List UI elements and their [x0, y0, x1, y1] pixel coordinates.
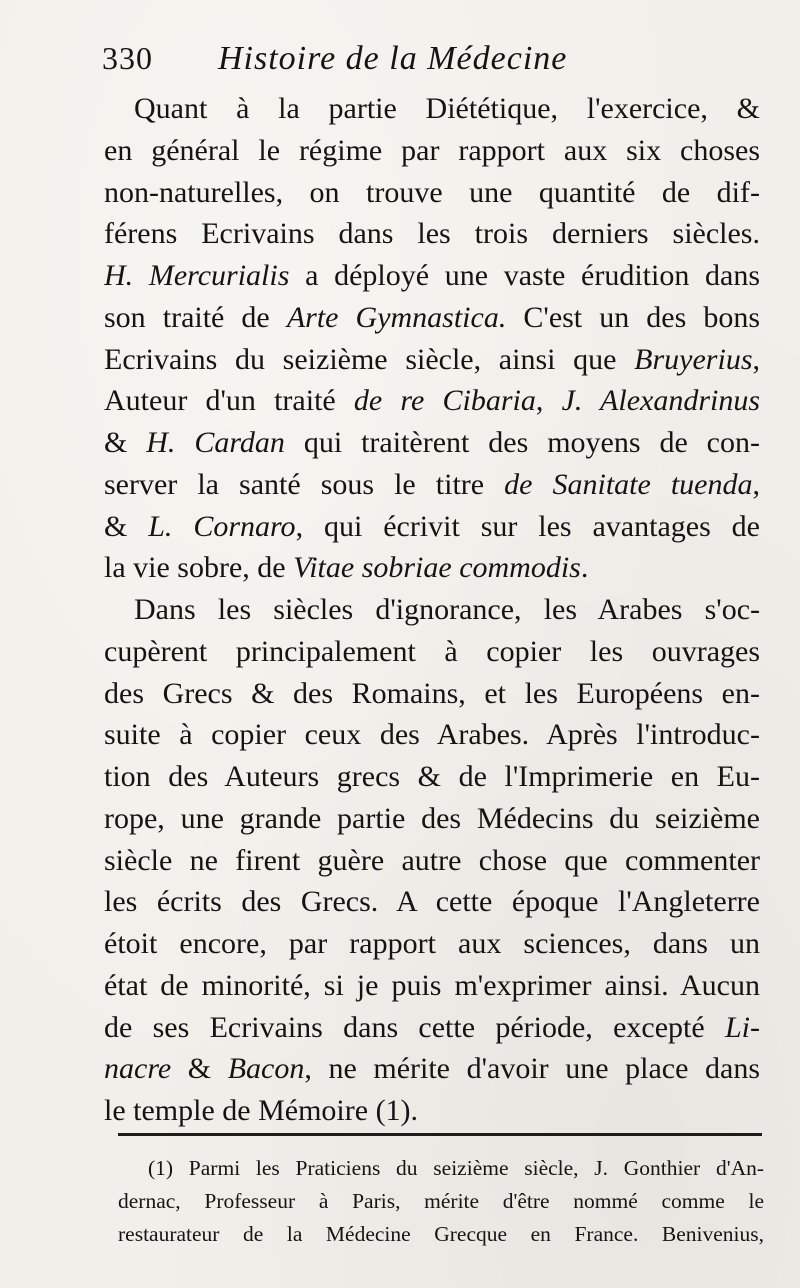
- text-line: tion des Auteurs grecs & de l'Imprimerie en Eu-: [104, 760, 760, 793]
- main-text: [104, 88, 760, 1132]
- text-line: cupèrent principalement à copier les ouvrages: [104, 634, 760, 668]
- text-line: H. Mercurialis a déployé une vaste érudition dans: [104, 259, 760, 292]
- text-line: les écrits des Grecs. A cette époque l'Angleterre: [104, 885, 760, 919]
- text-line: suite à copier ceux des Arabes. Après l'introduc-: [104, 718, 760, 752]
- footnote-line: (1) Parmi les Praticiens du seizième siècle, J. Gonthier d'An-: [148, 1156, 764, 1180]
- text-line: Dans les siècles d'ignorance, les Arabes s'oc-: [134, 593, 760, 626]
- text-line: server la santé sous le titre de Sanitate tuenda,: [104, 467, 760, 501]
- text-line: Auteur d'un traité de re Cibaria, J. Alexandrinus: [104, 384, 760, 418]
- text-line: état de minorité, si je puis m'exprimer ainsi. Aucun: [104, 968, 760, 1002]
- text-line: siècle ne firent guère autre chose que commenter: [104, 843, 760, 877]
- text-line: des Grecs & des Romains, et les Européens en-: [104, 676, 760, 710]
- text-line: le temple de Mémoire (1).: [104, 1094, 419, 1127]
- footnote-divider: [118, 1133, 762, 1136]
- text-line: de ses Ecrivains dans cette période, excepté Li-: [104, 1010, 760, 1044]
- text-line: férens Ecrivains dans les trois derniers siècles.: [104, 217, 760, 251]
- text-line: rope, une grande partie des Médecins du seizième: [104, 801, 760, 835]
- text-line: & L. Cornaro, qui écrivit sur les avantages de: [104, 509, 760, 543]
- text-line: Ecrivains du seizième siècle, ainsi que Bruyerius,: [104, 342, 760, 376]
- text-line: non-naturelles, on trouve une quantité de dif-: [104, 175, 760, 209]
- footnote: [118, 1152, 764, 1251]
- text-line: en général le régime par rapport aux six choses: [104, 133, 760, 167]
- text-line: nacre & Bacon, ne mérite d'avoir une place dans: [104, 1052, 760, 1086]
- text-line: son traité de Arte Gymnastica. C'est un des bons: [104, 300, 760, 334]
- footnote-line: dernac, Professeur à Paris, mérite d'être nommé comme le: [118, 1189, 764, 1213]
- text-line: Quant à la partie Diététique, l'exercice, &: [134, 92, 760, 125]
- footnote-line: restaurateur de la Médecine Grecque en France. Benivenius,: [118, 1222, 764, 1246]
- page-number: 330: [102, 40, 153, 76]
- text-line: & H. Cardan qui traitèrent des moyens de con-: [104, 426, 760, 459]
- page-header: [100, 40, 760, 82]
- text-line: la vie sobre, de Vitae sobriae commodis.: [104, 551, 589, 585]
- text-line: étoit encore, par rapport aux sciences, dans un: [104, 927, 760, 960]
- running-title: Histoire de la Médecine: [218, 40, 568, 77]
